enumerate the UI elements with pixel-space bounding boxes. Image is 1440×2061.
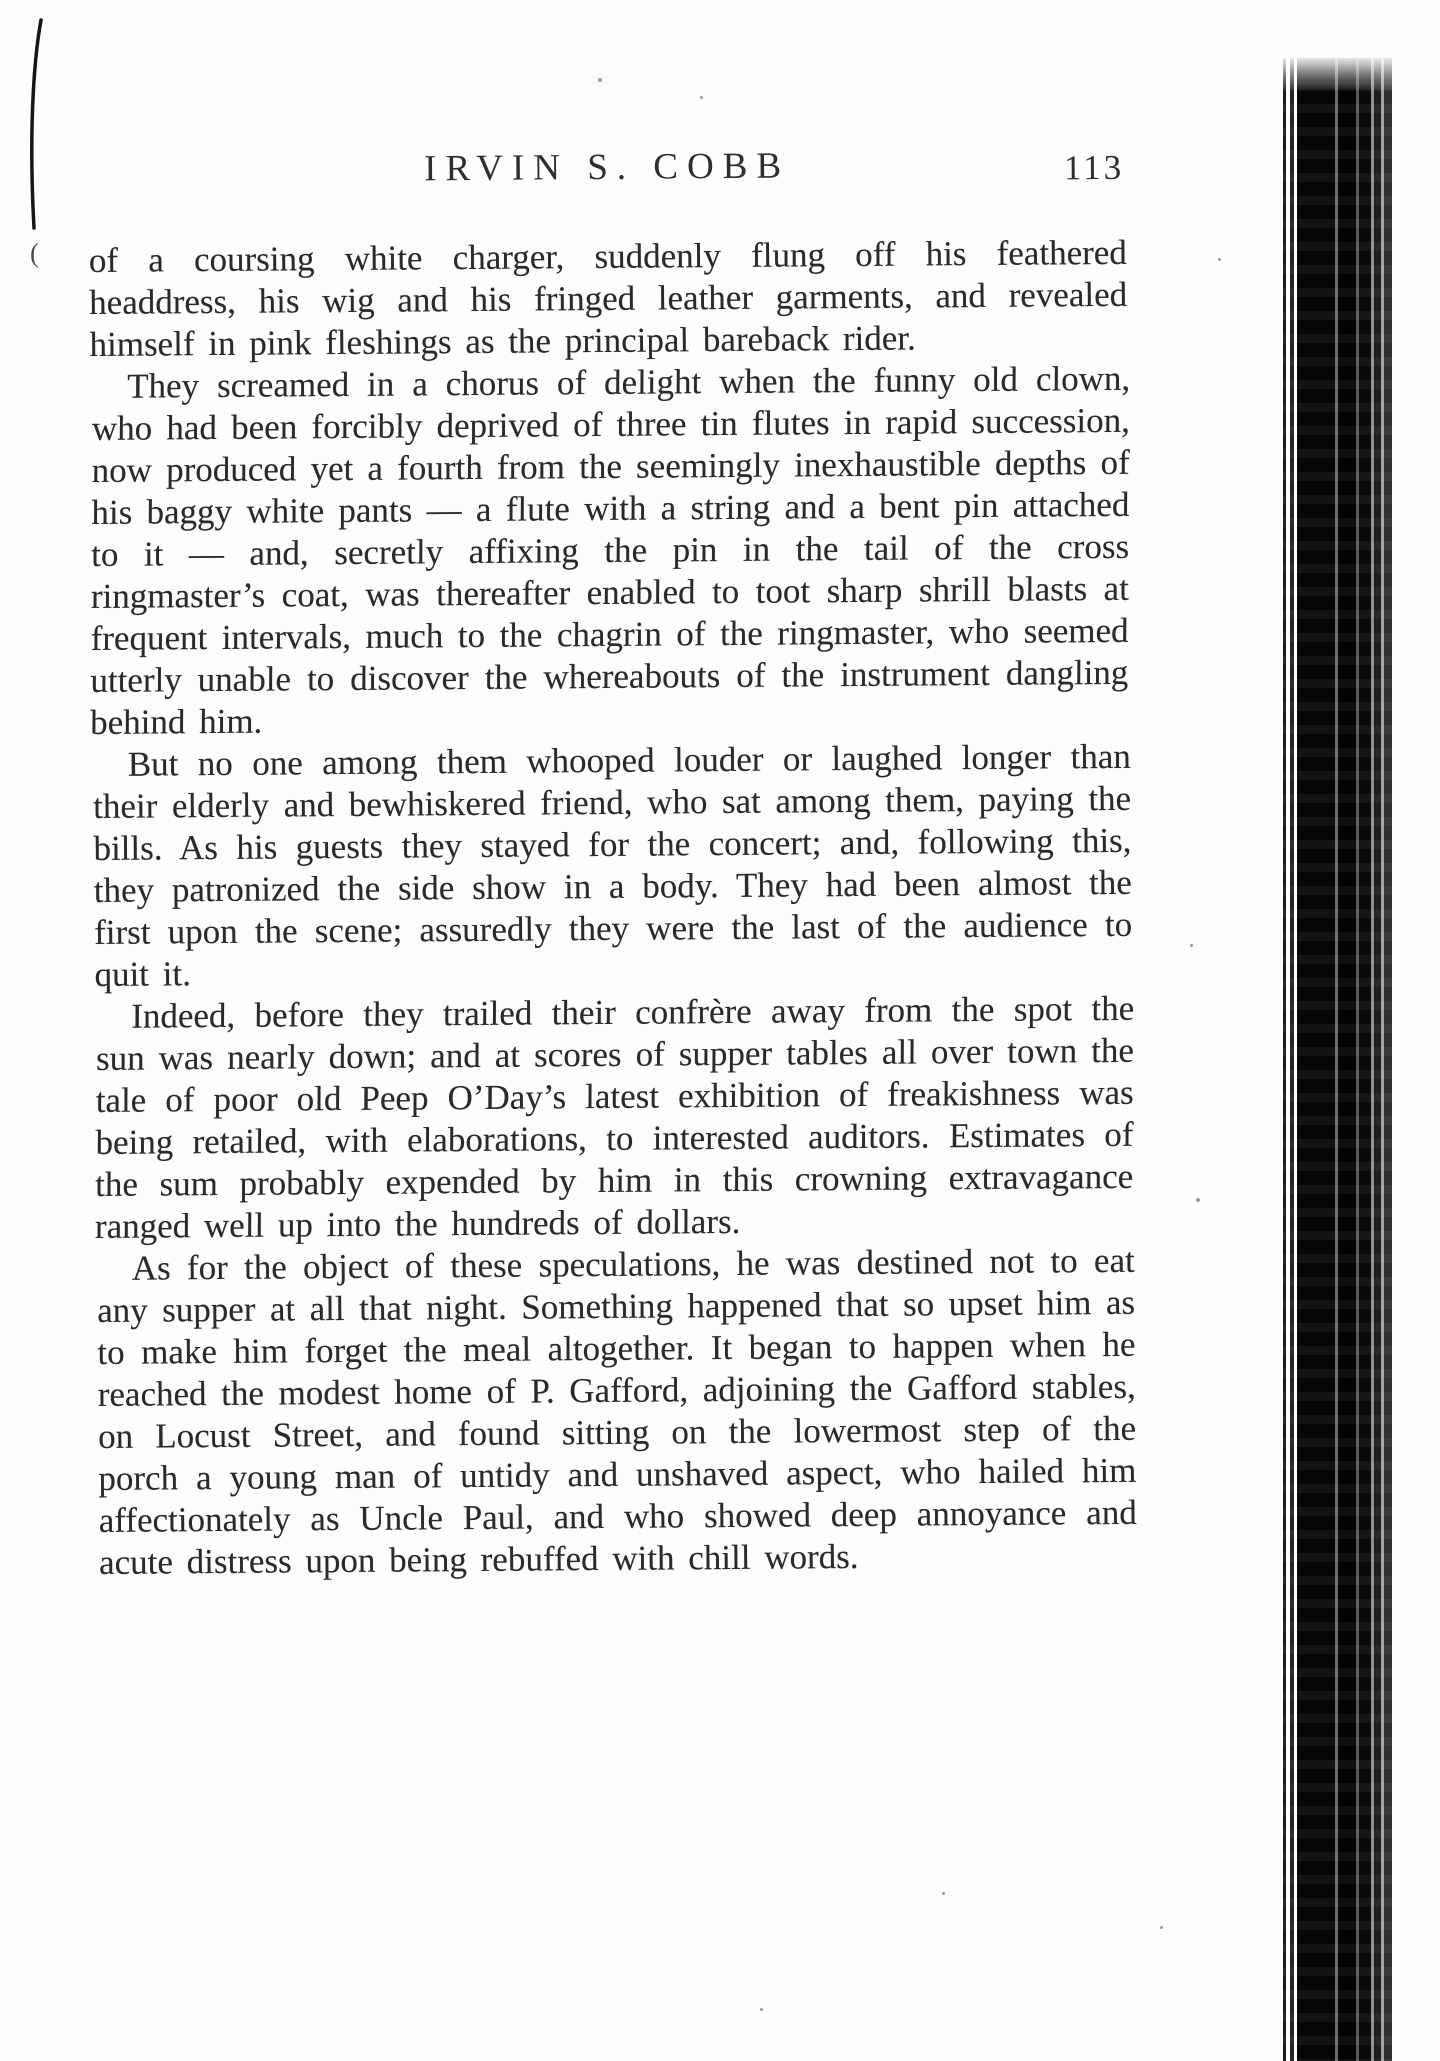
paragraph-2: They screamed in a chorus of delight when the funny old clown, who had been forcibly deprived of three tin flutes in rapid succession, now produced yet a fourth from the seemingly inexhaustible depths of his baggy white pants — a flute with a string and a bent pin attached to it — and, secretly affixing the pin in the tail of the cross ringmaster’s coat, was thereafter enabled to toot sharp shrill blasts at frequent intervals, much to the chagrin of the ringmaster, who seemed utterly unable to discover the whereabouts of the instrument dangling behind him. <box>90 358 1131 743</box>
scan-speck <box>1218 258 1221 261</box>
paragraph-5: As for the object of these speculations, he was destined not to eat any supper at all that night. Something happened that so upset him as to make him forget the meal altogether. It began to happen when he reached the modest home of P. Gafford, adjoining the Gafford stables, on Locust Street, and found sitting on the lowermost step of the porch a young man of untidy and unshaved aspect, who hailed him affectionately as Uncle Paul, and who showed deep annoyance and acute distress upon being rebuffed with chill words. <box>96 1240 1137 1582</box>
scan-speck <box>598 78 602 82</box>
running-title: IRVIN S. COBB <box>424 145 791 190</box>
paragraph-3: But no one among them whooped louder or laughed longer than their elderly and bewhiskered friend, who sat among them, paying the bills. As his guests they stayed for the concert; and, following this, they patronized the side show in a body. They had been almost the first upon the scene; assuredly they were the last of the audience to quit it. <box>93 736 1133 994</box>
scan-margin-mark: ( <box>30 238 39 268</box>
scan-speck <box>760 2008 763 2011</box>
scan-speck <box>700 96 703 99</box>
scan-speck <box>1160 1926 1163 1929</box>
scan-speck <box>942 1892 945 1895</box>
paragraph-1: of a coursing white charger, suddenly flung off his feathered headdress, his wig and his fringed leather garments, and revealed himself in pink fleshings as the principal bareback rider. <box>88 232 1128 364</box>
page-content <box>88 142 1137 1584</box>
scan-speck <box>1196 1198 1200 1202</box>
page-header <box>88 142 1126 204</box>
scan-pen-mark-icon <box>26 16 48 234</box>
page-number: 113 <box>1063 147 1125 188</box>
scan-speck <box>1190 944 1193 947</box>
paragraph-4: Indeed, before they trailed their confrère away from the spot the sun was nearly down; and at scores of supper tables all over town the tale of poor old Peep O’Day’s latest exhibition of freakishness was being retailed, with elaborations, to interested auditors. Estimates of the sum probably expended by him in this crowning extravagance ranged well up into the hundreds of dollars. <box>94 988 1135 1246</box>
book-gutter-scan-band <box>1280 58 1392 2061</box>
